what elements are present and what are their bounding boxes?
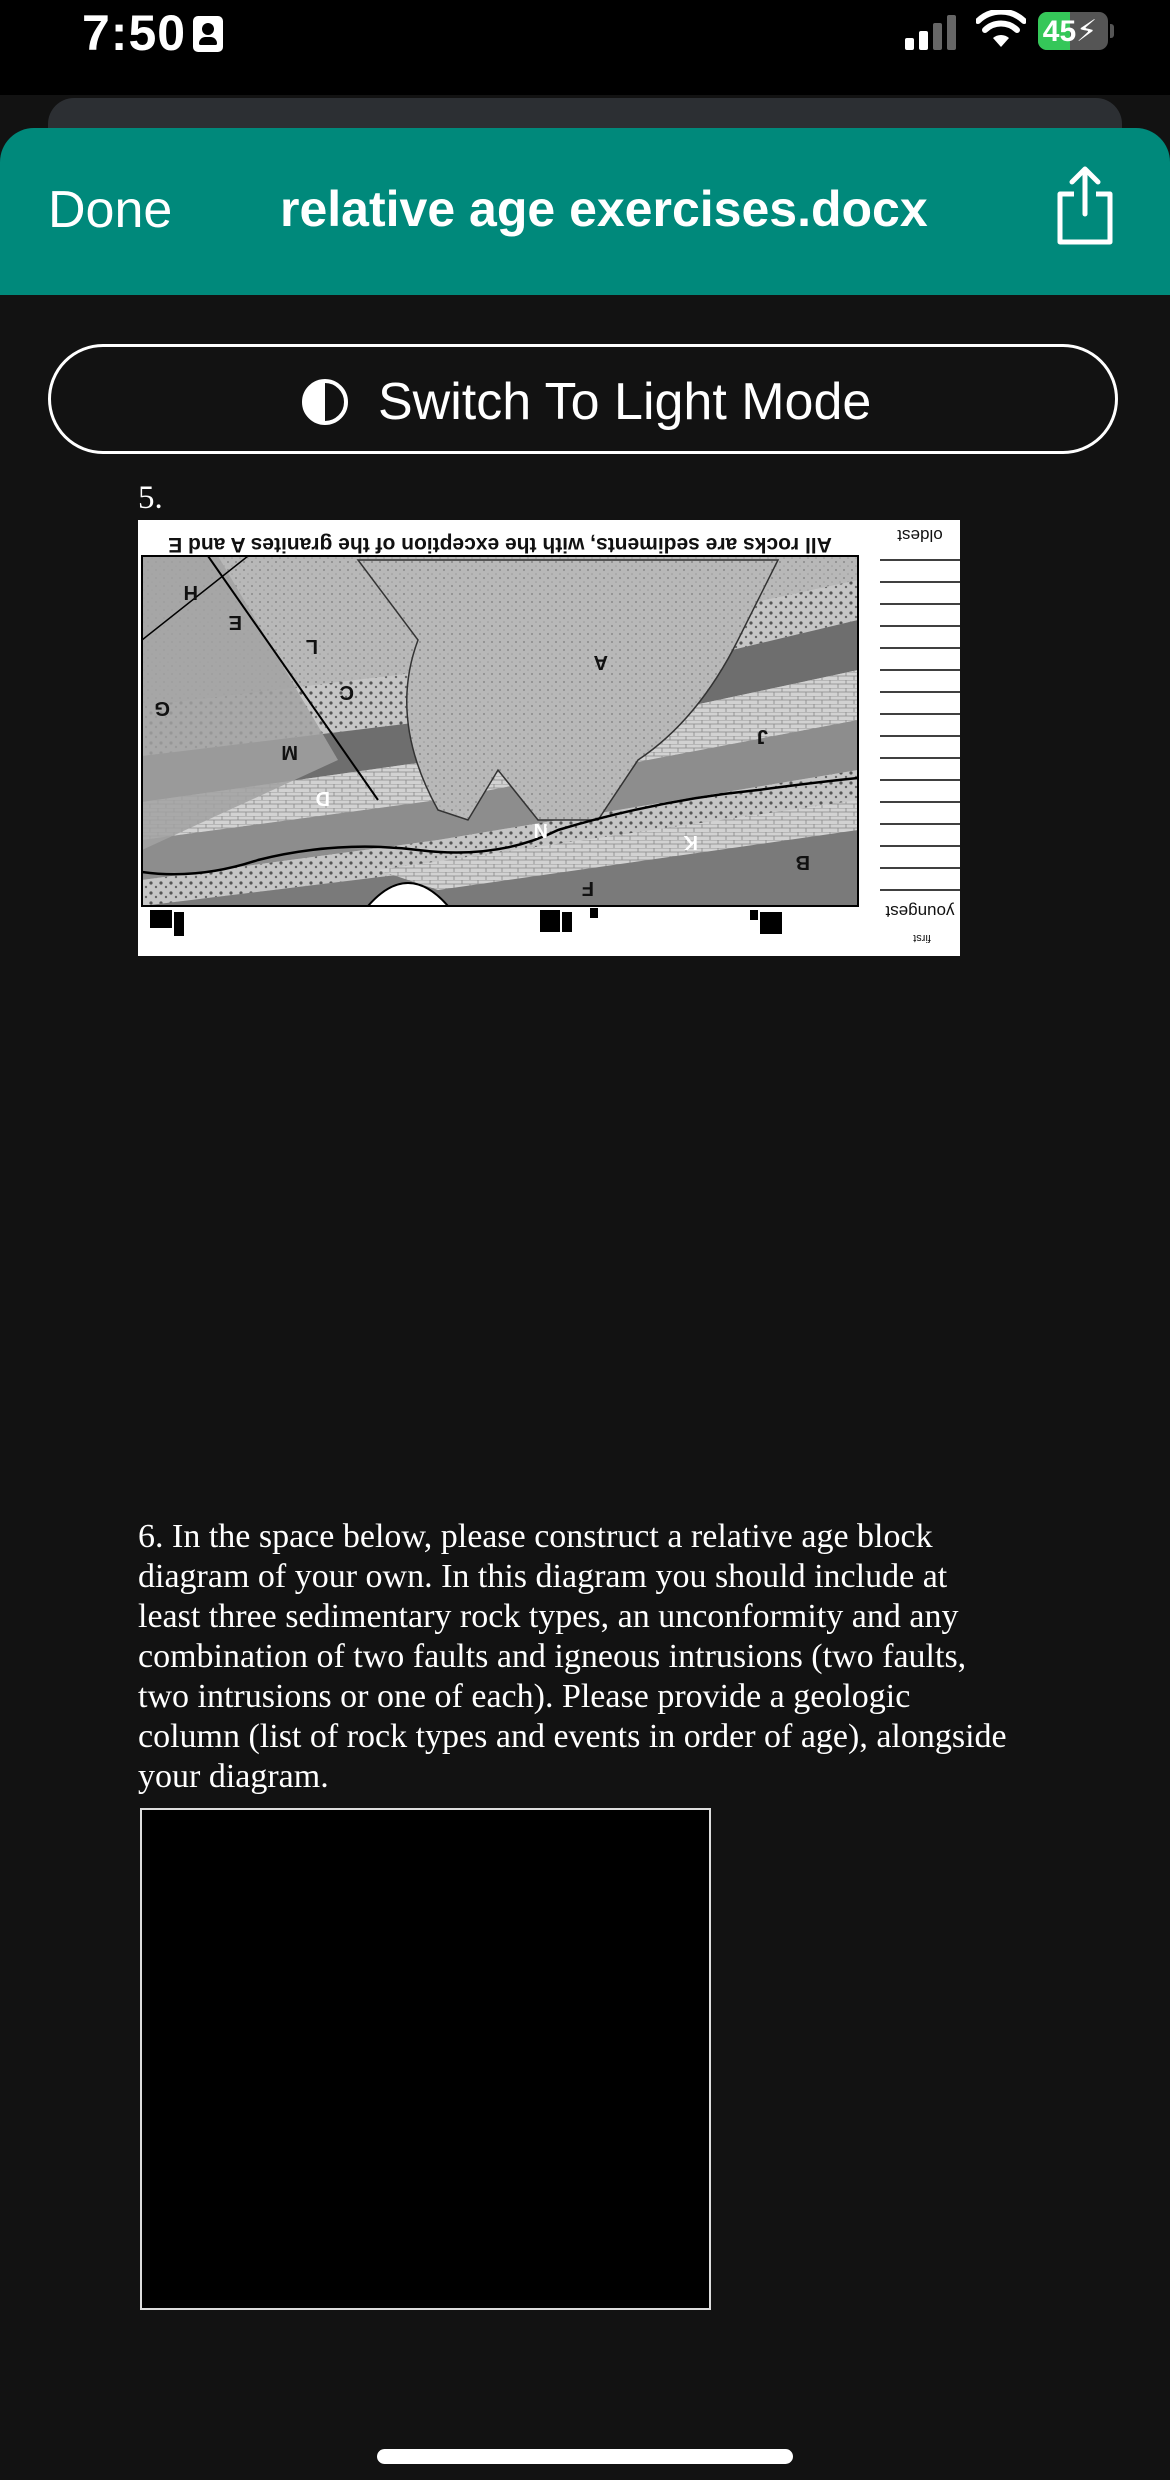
column-top-label: oldest (897, 526, 943, 545)
document-title: relative age exercises.docx (280, 181, 928, 237)
status-time: 7:50 (82, 5, 187, 61)
cross-section-diagram (138, 520, 960, 956)
label-K: K (683, 831, 698, 853)
label-B: B (795, 851, 810, 873)
viewer-header (0, 128, 1170, 295)
label-A: A (593, 651, 608, 673)
switch-light-mode-button[interactable] (48, 344, 1118, 454)
question-6-text: 6. In the space below, please construct a relative age block diagram of your own. In this diagram you should include at least three sedimentary rock types, an unconformity and any combination of two faults and igneous intrusions (two faults, two intrusions or one of each). Please provide a geologic column (list of rock types and events in order of age), alongside your diagram. (138, 1518, 1007, 1795)
label-M: M (281, 741, 298, 763)
label-L: L (305, 635, 318, 657)
battery-level: 45⚡ (1042, 15, 1098, 48)
label-F: F (581, 877, 594, 899)
answer-drawing-box (140, 1808, 711, 2310)
contact-card-icon (193, 16, 223, 52)
label-J: J (756, 725, 768, 747)
label-D: D (315, 787, 330, 809)
figure-caption: All rocks are sediments, with the exception of the granites A and E (168, 533, 832, 556)
wifi-icon (976, 10, 1026, 50)
label-H: H (183, 581, 198, 603)
home-indicator[interactable] (377, 2449, 793, 2464)
label-E: E (228, 611, 242, 633)
tree-icons (150, 908, 782, 936)
done-button[interactable]: Done (48, 181, 173, 239)
question-5-number: 5. (138, 480, 163, 516)
label-N: N (533, 819, 548, 841)
share-icon[interactable] (1050, 166, 1120, 246)
cellular-signal-icon (905, 14, 957, 50)
geologic-cross-section-figure (138, 520, 960, 956)
label-G: G (154, 697, 170, 719)
switch-light-mode-label: Switch To Light Mode (378, 373, 872, 431)
battery-charging-icon (1038, 12, 1108, 50)
contrast-half-circle-icon (301, 378, 349, 426)
column-footer-label: first (913, 932, 931, 944)
label-C: C (339, 681, 354, 703)
status-bar (0, 0, 1170, 95)
column-bottom-label: youngest (885, 902, 955, 921)
